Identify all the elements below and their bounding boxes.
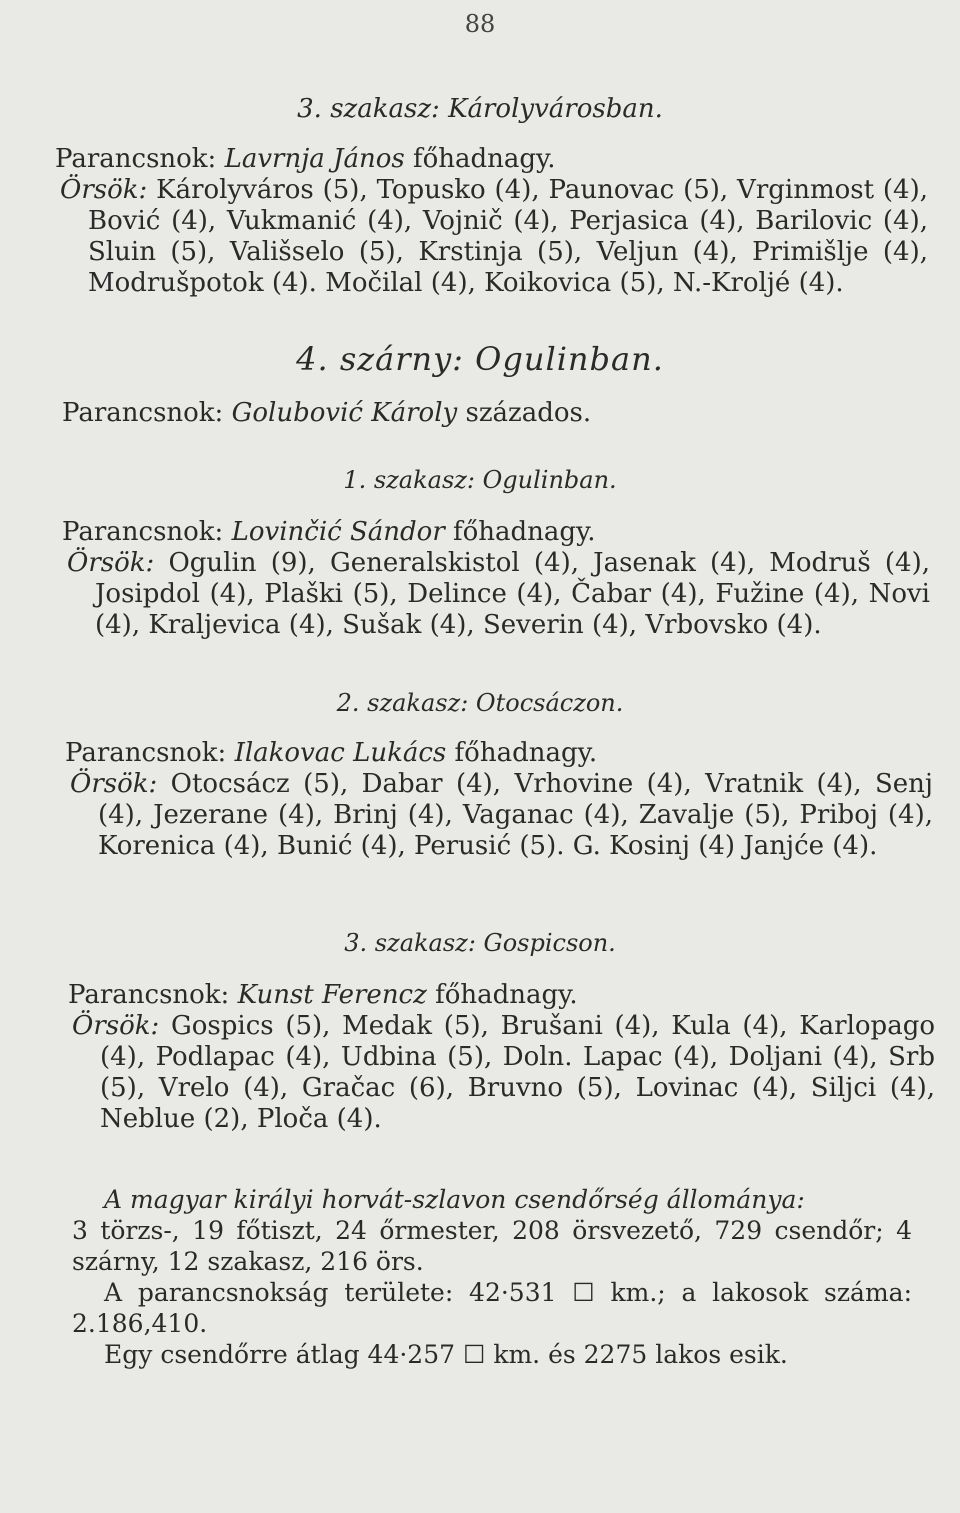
commander-label: Parancsnok:: [62, 517, 224, 547]
commander-name: Ilakovac Lukács: [234, 738, 447, 768]
commander-name: Golubović Károly: [231, 398, 458, 428]
commander-label: Parancsnok:: [68, 980, 230, 1010]
commander-rank: százados.: [465, 398, 592, 428]
posts-paragraph: [72, 1011, 935, 1135]
commander-line: [65, 738, 597, 769]
section-heading: 3. szakasz: Károlyvárosban.: [297, 94, 663, 124]
posts-text: Károlyváros (5), Topusko (4), Paunovac (5), Vrginmost (4), Bović (4), Vukmanić (4), Vojnič (4), Perjasica (4), Barilovic (4), Sluin (5), Vališselo (5), Krstinja (5), Veljun (4), Primišlje (4), Modrušpotok (4). Močilal (4), Koikovica (5), N.-Krolјé (4).: [88, 175, 929, 298]
commander-line: [68, 980, 578, 1011]
commander-name: Lovinčić Sándor: [231, 517, 445, 547]
posts-text: Otocsácz (5), Dabar (4), Vrhovine (4), Vratnik (4), Senj (4), Jezerane (4), Brinj (4), Vaganac (4), Zavalje (5), Priboj (4), Korenica (4), Bunić (4), Perusić (5). G. Kosinj (4) Janjće (4).: [98, 769, 933, 861]
commander-name: Lavrnja János: [224, 144, 405, 174]
commander-rank: főhadnagy.: [412, 144, 556, 174]
posts-paragraph: [67, 548, 930, 641]
commander-label: Parancsnok:: [55, 144, 217, 174]
commander-line: [62, 517, 596, 548]
page-number: 88: [464, 10, 496, 38]
summary-title: A magyar királyi horvát-szlavon csendőrség állománya:: [104, 1185, 805, 1214]
posts-text: Ogulin (9), Generalskistol (4), Jasenak (4), Modruš (4), Josipdol (4), Plaški (5), Delince (4), Čabar (4), Fužine (4), Novi (4), Kraljevica (4), Sušak (4), Severin (4), Vrbovsko (4).: [95, 548, 930, 640]
wing-commander-line: [62, 398, 591, 429]
commander-rank: főhadnagy.: [435, 980, 578, 1010]
commander-label: Parancsnok:: [62, 398, 224, 428]
summary-block: [72, 1184, 912, 1370]
posts-label: Örsök:: [72, 1011, 160, 1041]
posts-label: Örsök:: [67, 548, 155, 578]
posts-paragraph: [60, 175, 928, 299]
commander-name: Kunst Ferencz: [237, 980, 427, 1010]
summary-line-area: A parancsnokság területe: 42·531 ☐ km.; a lakosok száma: 2.186,410.: [72, 1278, 912, 1338]
summary-line-personnel: 3 törzs-, 19 főtiszt, 24 őrmester, 208 örsvezető, 729 csendőr; 4 szárny, 12 szakasz, 216 örs.: [72, 1216, 912, 1276]
posts-label: Örsök:: [60, 175, 148, 205]
posts-paragraph: [70, 769, 933, 862]
section-heading: 2. szakasz: Otocsáczon.: [336, 689, 624, 717]
commander-label: Parancsnok:: [65, 738, 227, 768]
wing-heading: 4. szárny: Ogulinban.: [296, 340, 664, 378]
posts-label: Örsök:: [70, 769, 158, 799]
commander-rank: főhadnagy.: [453, 517, 596, 547]
section-heading: 1. szakasz: Ogulinban.: [343, 466, 617, 494]
summary-line-average: Egy csendőrre átlag 44·257 ☐ km. és 2275 lakos esik.: [104, 1340, 788, 1369]
commander-line: [55, 144, 556, 175]
posts-text: Gospics (5), Medak (5), Brušani (4), Kula (4), Karlopago (4), Podlapac (4), Udbina (5), Doln. Lapac (4), Doljani (4), Srb (5), Vrelo (4), Gračac (6), Bruvno (5), Lovinac (4), Siljci (4), Neblue (2), Ploča (4).: [100, 1011, 935, 1134]
commander-rank: főhadnagy.: [454, 738, 598, 768]
section-heading: 3. szakasz: Gospicson.: [344, 929, 616, 957]
